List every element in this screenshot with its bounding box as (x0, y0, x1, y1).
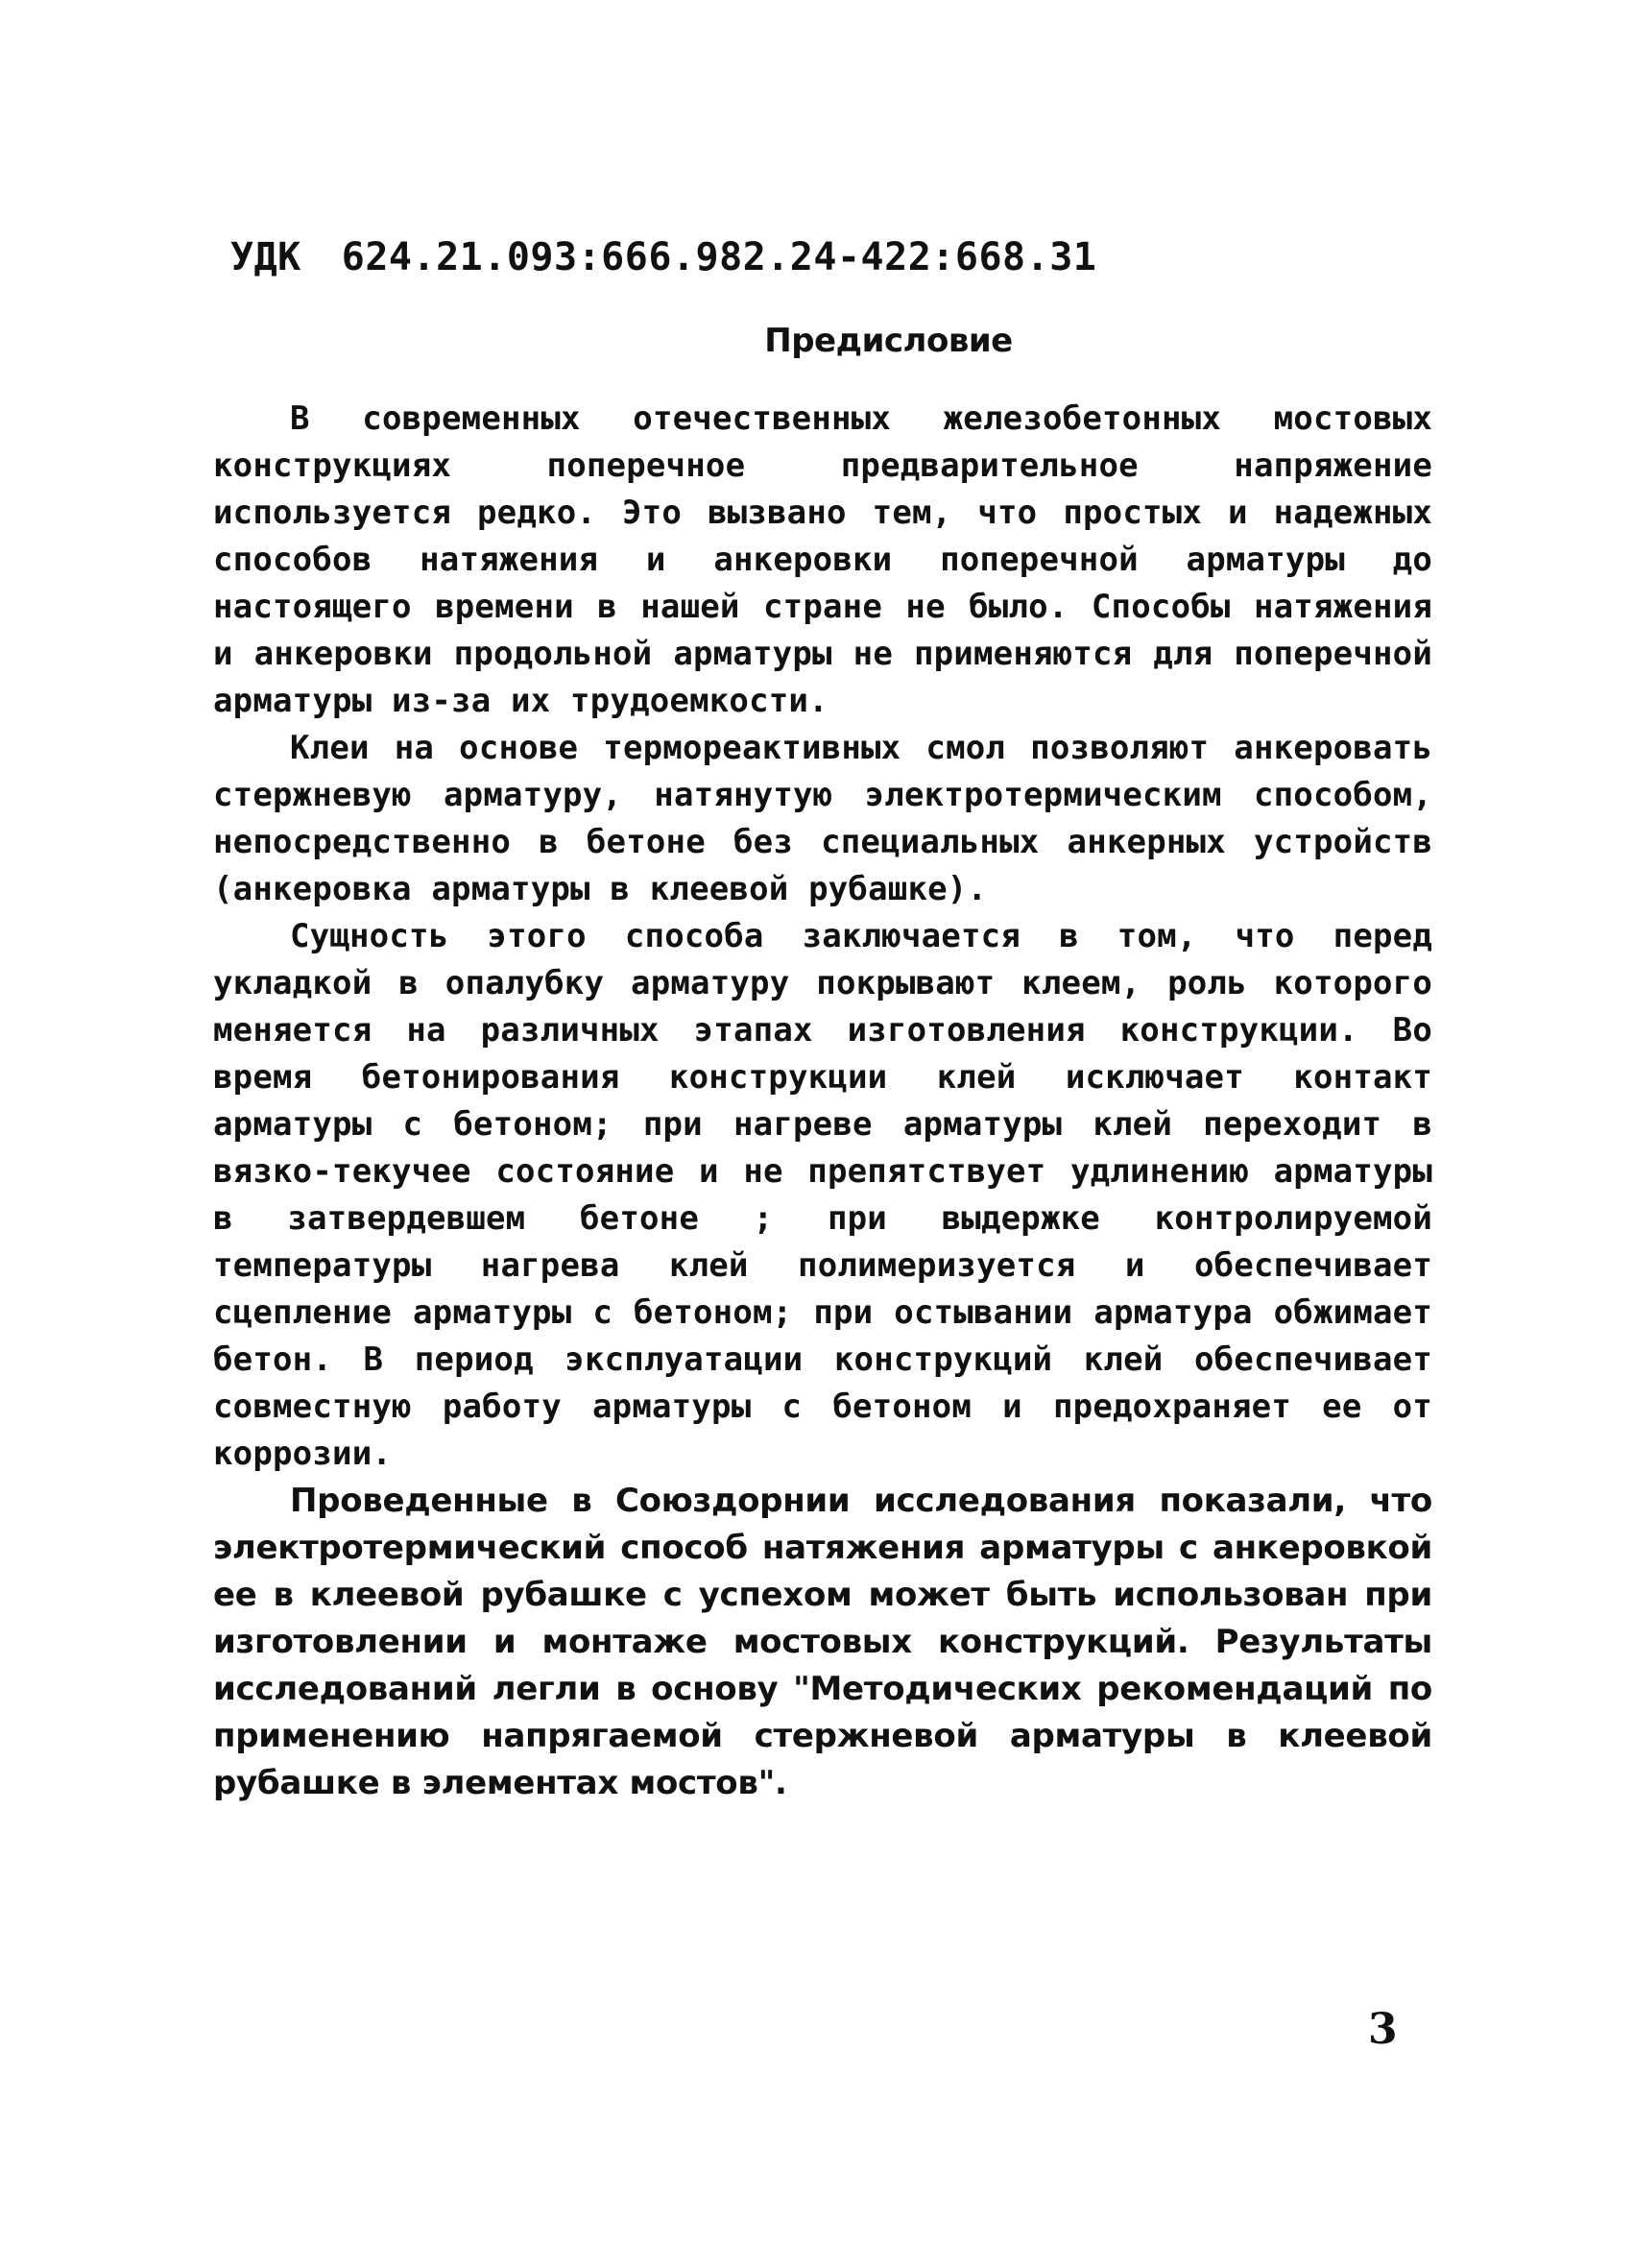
page-number: 3 (1368, 2005, 1398, 2054)
paragraph-3: Сущность этого способа заключается в том, что перед укладкой в опалубку арматуру покрывают клеем, роль которого меняется на различных этапах изготовления конструкции. Во время бетонирования конструкции клей исключает контакт арматуры с бетоном; при нагреве арматуры клей переходит в вязко-текучее состояние и не препятствует удлинению арматуры в затвердевшем бетоне ; при выдержке контролируемой температуры нагрева клей полимеризуется и обеспечивает сцепление арматуры с бетоном; при остывании арматура обжимает бетон. В период эксплуатации конструкций клей обеспечивает совместную работу арматуры с бетоном и предохраняет ее от коррозии. (213, 917, 1432, 1473)
section-heading: Предисловие (764, 322, 1013, 360)
paragraph-1: В современных отечественных железобетонных мостовых конструкциях поперечное предварительное напряжение используется редко. Это вызвано тем, что простых и надежных способов натяжения и анкеровки поперечной арматуры до настоящего времени в нашей стране не было. Способы натяжения и анкеровки продольной арматуры не применяются для поперечной арматуры из-за их трудоемкости. (213, 399, 1432, 720)
paragraph-4: Проведенные в Союздорнии исследования показали, что электротермический способ натяжения арматуры с анкеровкой ее в клеевой рубашке с успехом может быть использован при изготовлении и монтаже мостовых конструкций. Результаты исследований легли в основу "Методических рекомендаций по применению напрягаемой стержневой арматуры в клеевой рубашке в элементах мостов". (213, 1482, 1432, 1802)
udc-label: УДК (230, 235, 301, 279)
body-text (213, 396, 1432, 1807)
udc-code: 624.21.093:666.982.24-422:668.31 (341, 235, 1097, 279)
paragraph-2: Клеи на основе термореактивных смол позволяют анкеровать стержневую арматуру, натянутую электротермическим способом, непосредственно в бетоне без специальных анкерных устройств (анкеровка арматуры в клеевой рубашке). (213, 729, 1432, 908)
udc-code-line (230, 235, 1096, 279)
